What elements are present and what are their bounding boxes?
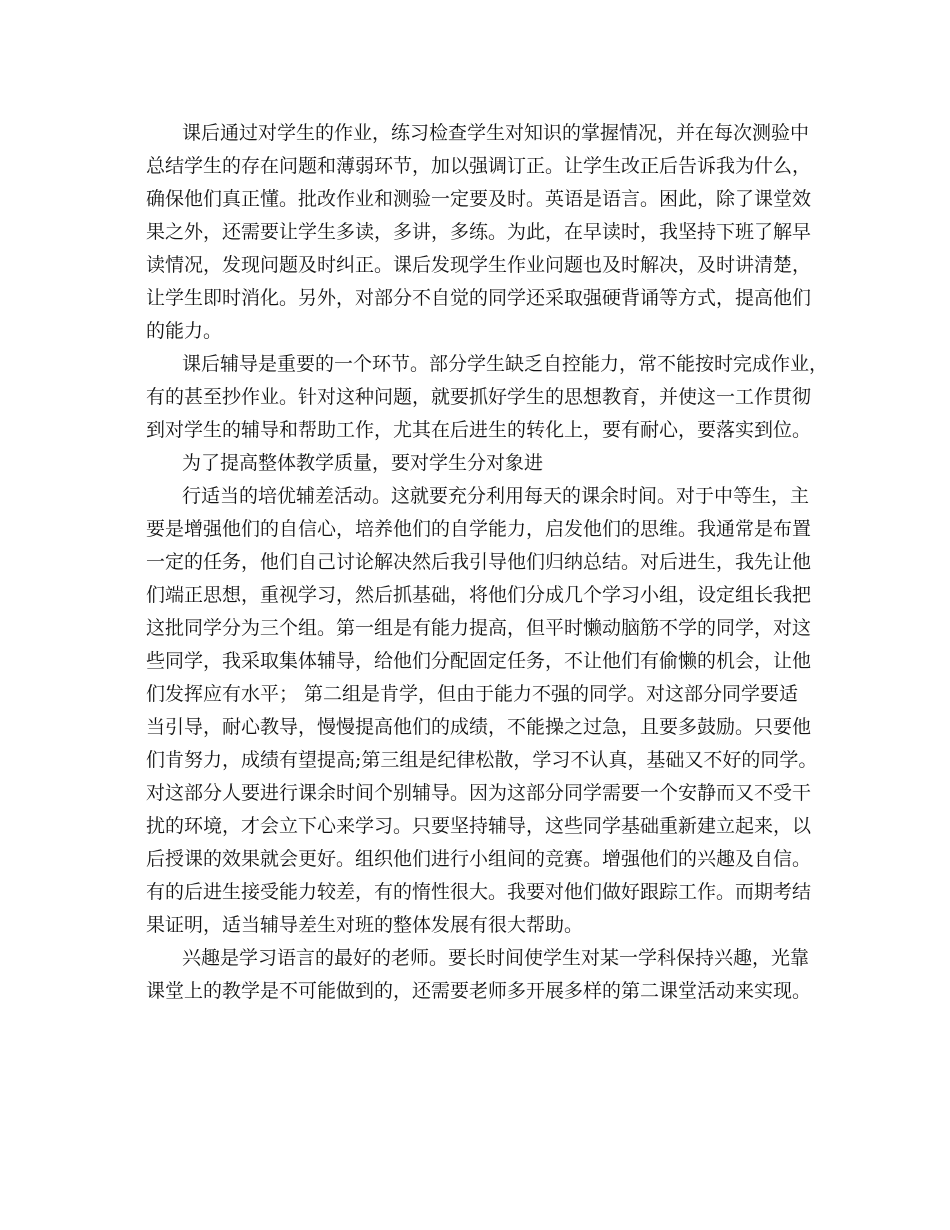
text-line: 一定的任务，他们自己讨论解决然后我引导他们归纳总结。对后进生，我先让他 xyxy=(146,551,812,573)
text-line: 到对学生的辅导和帮助工作，尤其在后进生的转化上，要有耐心，要落实到位。 xyxy=(146,419,812,441)
text-line: 要是增强他们的自信心，培养他们的自学能力，启发他们的思维。我通常是布置 xyxy=(146,518,812,540)
text-line: 这批同学分为三个组。第一组是有能力提高，但平时懒动脑筋不学的同学，对这 xyxy=(146,617,812,639)
text-line: 兴趣是学习语言的最好的老师。要长时间使学生对某一学科保持兴趣，光靠 xyxy=(182,947,810,969)
text-line: 当引导，耐心教导，慢慢提高他们的成绩，不能操之过急，且要多鼓励。只要他 xyxy=(146,716,812,738)
text-line: 扰的环境，才会立下心来学习。只要坚持辅导，这些同学基础重新建立起来，以 xyxy=(146,815,812,837)
text-line: 们端正思想，重视学习，然后抓基础，将他们分成几个学习小组，设定组长我把 xyxy=(146,584,812,606)
text-line: 们发挥应有水平； 第二组是肯学，但由于能力不强的同学。对这部分同学要适 xyxy=(146,683,799,705)
text-line: 为了提高整体教学质量，要对学生分对象进 xyxy=(182,452,544,474)
text-line: 有的甚至抄作业。针对这种问题，就要抓好学生的思想教育，并使这一工作贯彻 xyxy=(146,386,812,408)
text-line: 读情况，发现问题及时纠正。课后发现学生作业问题也及时解决，及时讲清楚， xyxy=(146,254,812,276)
text-line: 些同学，我采取集体辅导，给他们分配固定任务，不让他们有偷懒的机会，让他 xyxy=(146,650,812,672)
text-line: 课堂上的教学是不可能做到的，还需要老师多开展多样的第二课堂活动来实现。 xyxy=(146,980,812,1002)
text-line: 总结学生的存在问题和薄弱环节，加以强调订正。让学生改正后告诉我为什么， xyxy=(146,155,812,177)
text-line: 课后辅导是重要的一个环节。部分学生缺乏自控能力，常不能按时完成作业， xyxy=(182,353,829,375)
text-line: 果之外，还需要让学生多读，多讲，多练。为此，在早读时，我坚持下班了解早 xyxy=(146,221,812,243)
text-line: 们肯努力，成绩有望提高;第三组是纪律松散，学习不认真，基础又不好的同学。 xyxy=(146,749,818,771)
text-line: 的能力。 xyxy=(146,320,223,342)
text-line: 后授课的效果就会更好。组织他们进行小组间的竞赛。增强他们的兴趣及自信。 xyxy=(146,848,812,870)
text-line: 行适当的培优辅差活动。这就要充分利用每天的课余时间。对于中等生，主 xyxy=(182,485,810,507)
text-line: 让学生即时消化。另外，对部分不自觉的同学还采取强硬背诵等方式，提高他们 xyxy=(146,287,812,309)
text-line: 课后通过对学生的作业，练习检查学生对知识的掌握情况，并在每次测验中 xyxy=(182,122,810,144)
text-line: 对这部分人要进行课余时间个别辅导。因为这部分同学需要一个安静而又不受干 xyxy=(146,782,812,804)
text-line: 有的后进生接受能力较差，有的惰性很大。我要对他们做好跟踪工作。而期考结 xyxy=(146,881,812,903)
text-line: 果证明，适当辅导差生对班的整体发展有很大帮助。 xyxy=(146,914,584,936)
text-line: 确保他们真正懂。批改作业和测验一定要及时。英语是语言。困此，除了课堂效 xyxy=(146,188,812,210)
